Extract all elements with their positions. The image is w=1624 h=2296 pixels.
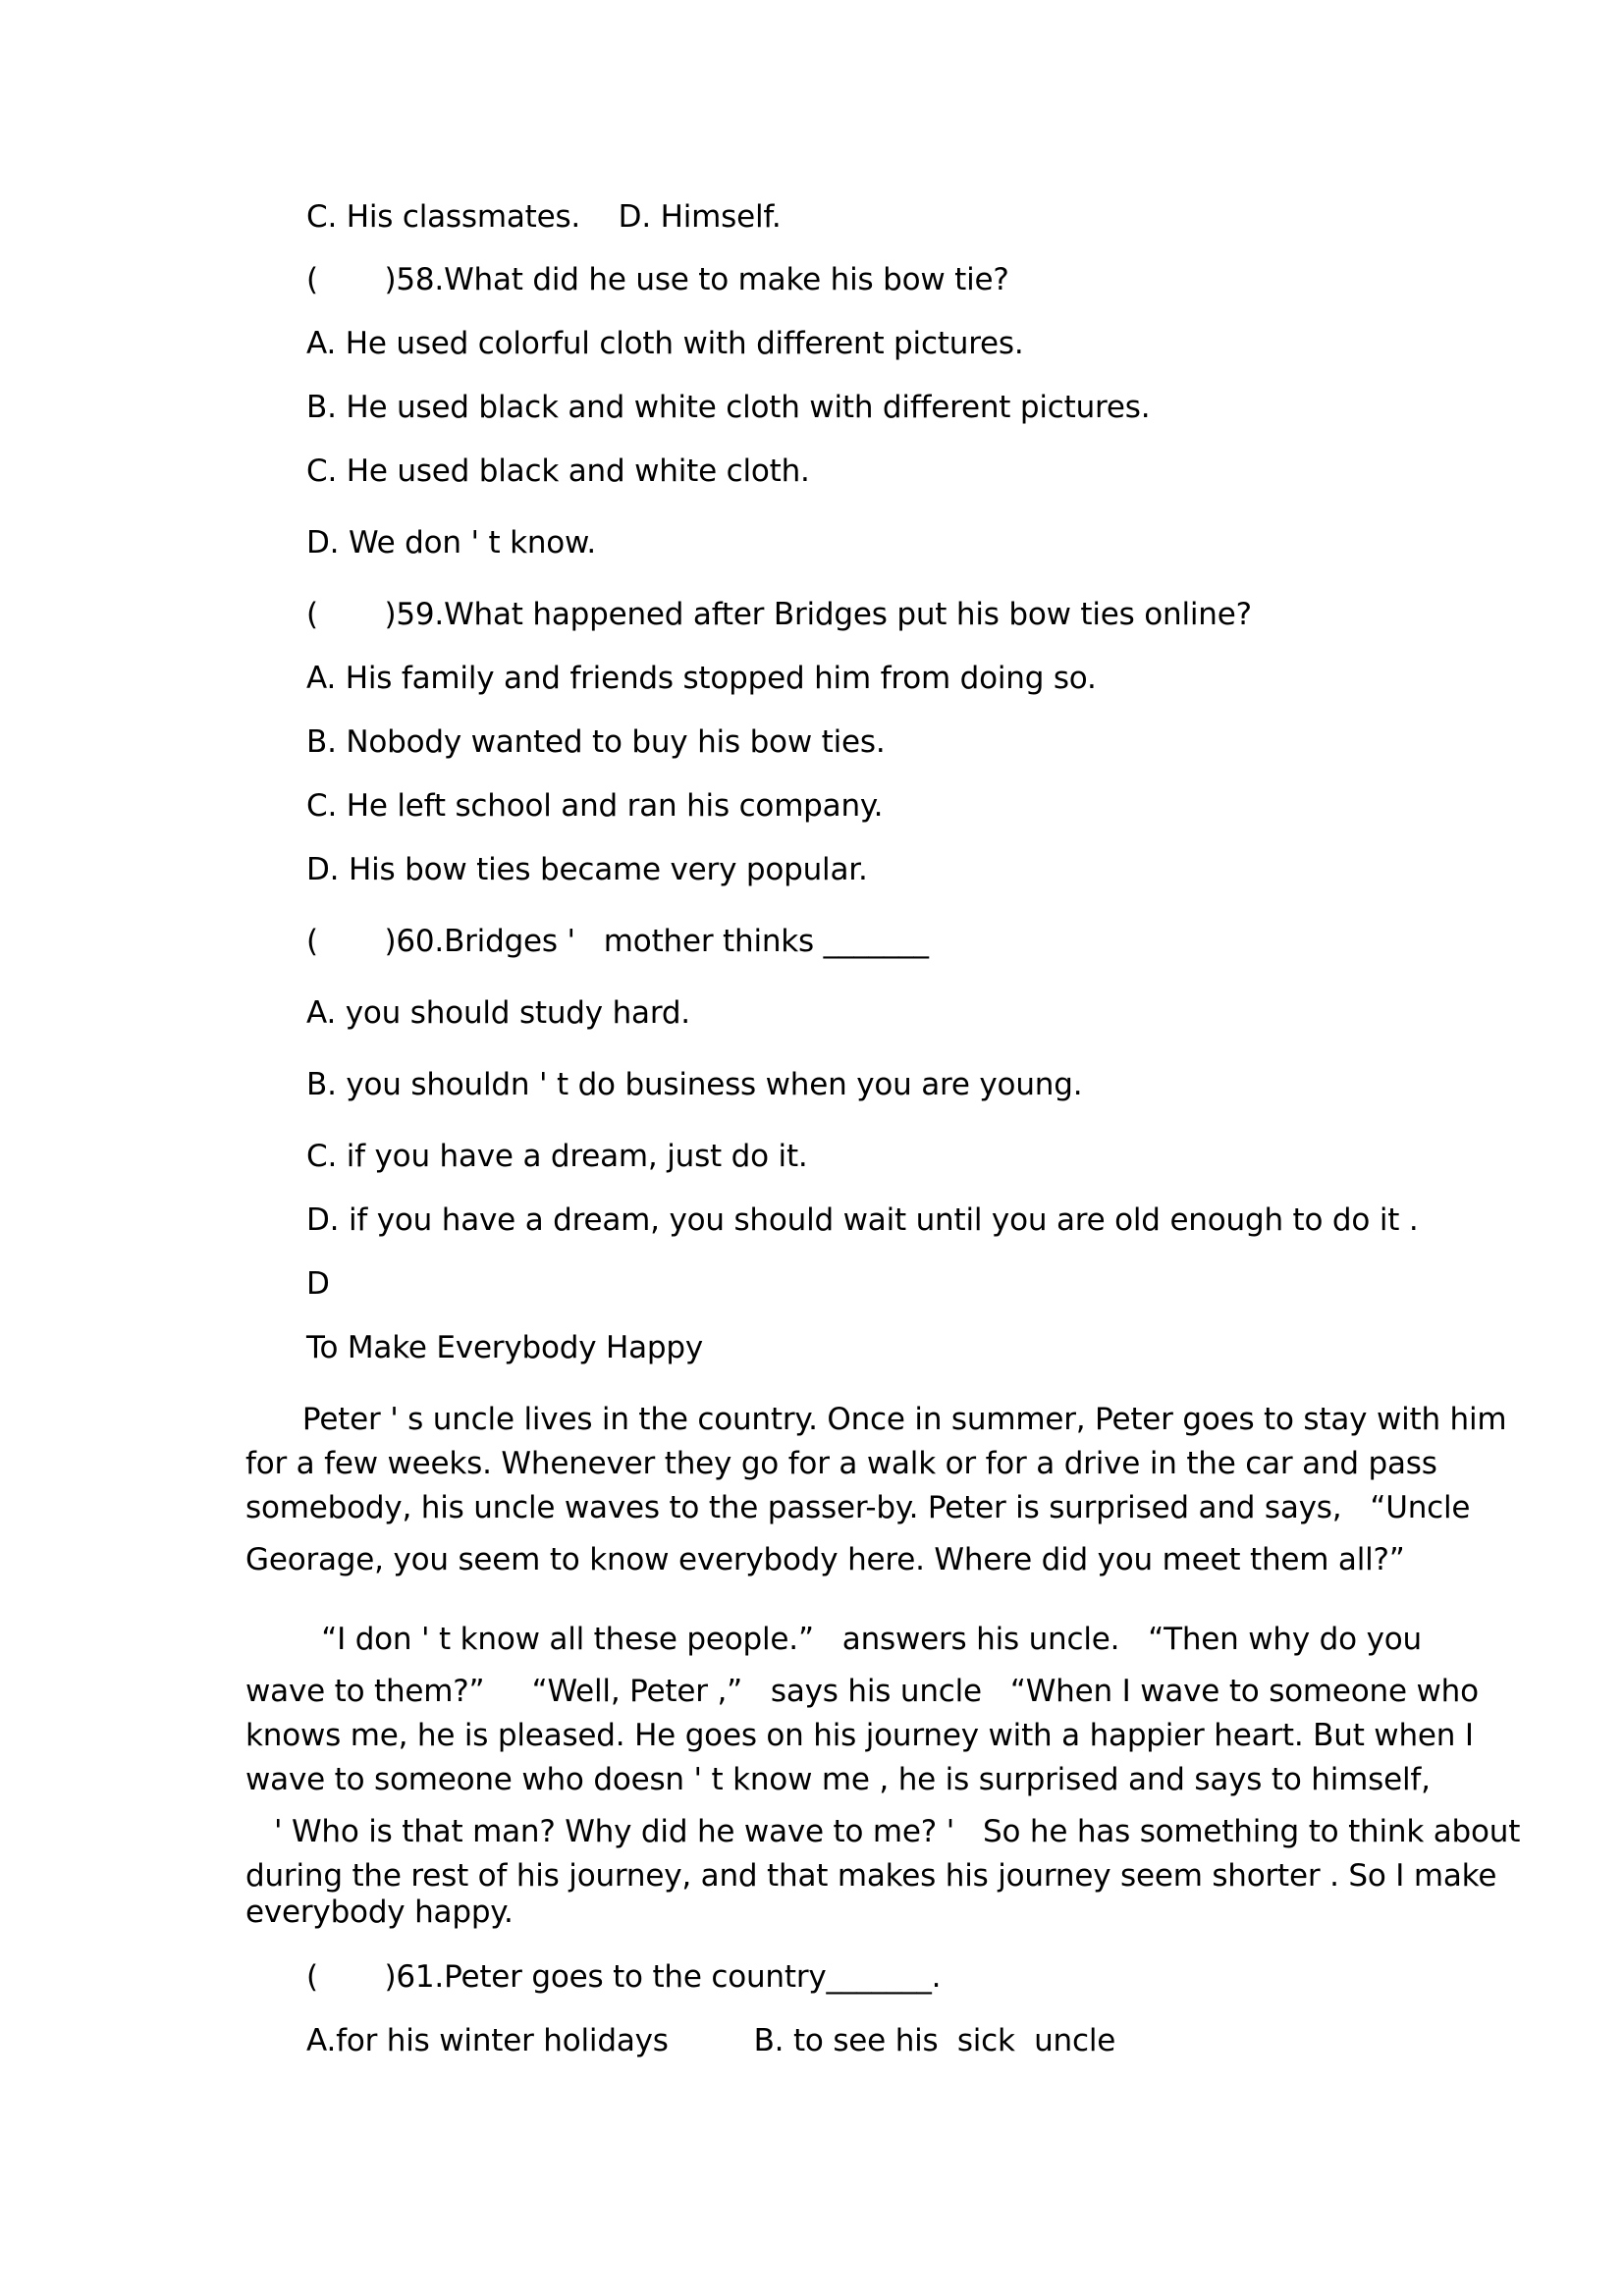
- paragraph-1-line: Peter ' s uncle lives in the country. Once in summer, Peter goes to stay with him: [245, 1402, 1507, 1437]
- q57-options-cd: C. His classmates. D. Himself.: [306, 199, 782, 235]
- q59-option-b: B. Nobody wanted to buy his bow ties.: [306, 724, 886, 760]
- q58-question: ( )58.What did he use to make his bow tie?: [306, 262, 1009, 297]
- q60-option-d: D. if you have a dream, you should wait until you are old enough to do it .: [306, 1202, 1419, 1238]
- paragraph-2-line: wave to someone who doesn ' t know me , he is surprised and says to himself,: [245, 1762, 1431, 1797]
- passage-title: To Make Everybody Happy: [306, 1330, 704, 1365]
- paragraph-2-line: everybody happy.: [245, 1895, 514, 1930]
- q59-option-a: A. His family and friends stopped him from doing so.: [306, 661, 1097, 696]
- paragraph-1-line: somebody, his uncle waves to the passer-by. Peter is surprised and says, “Uncle: [245, 1490, 1471, 1525]
- q59-question: ( )59.What happened after Bridges put his bow ties online?: [306, 597, 1252, 632]
- paragraph-2-line: “I don ' t know all these people.” answers his uncle. “Then why do you: [245, 1622, 1422, 1657]
- q61-question: ( )61.Peter goes to the country_______.: [306, 1959, 942, 1995]
- q58-option-a: A. He used colorful cloth with different pictures.: [306, 326, 1024, 361]
- paragraph-2-line: during the rest of his journey, and that makes his journey seem shorter . So I make: [245, 1858, 1497, 1894]
- q60-option-a: A. you should study hard.: [306, 995, 690, 1031]
- q60-option-c: C. if you have a dream, just do it.: [306, 1139, 808, 1174]
- q61-options-ab: A.for his winter holidays B. to see his sick uncle: [306, 2023, 1116, 2058]
- q60-question: ( )60.Bridges ' mother thinks _______: [306, 924, 929, 959]
- paragraph-2-line: wave to them?” “Well, Peter ,” says his uncle “When I wave to someone who: [245, 1674, 1479, 1709]
- q58-option-c: C. He used black and white cloth.: [306, 454, 810, 489]
- q59-option-c: C. He left school and ran his company.: [306, 788, 884, 824]
- paragraph-1-line: for a few weeks. Whenever they go for a walk or for a drive in the car and pass: [245, 1446, 1437, 1481]
- q59-option-d: D. His bow ties became very popular.: [306, 852, 868, 887]
- paragraph-2-line: knows me, he is pleased. He goes on his journey with a happier heart. But when I: [245, 1718, 1474, 1753]
- paragraph-2-line: ' Who is that man? Why did he wave to me? ' So he has something to think about: [245, 1814, 1521, 1849]
- q58-option-b: B. He used black and white cloth with different pictures.: [306, 390, 1151, 425]
- q60-option-b: B. you shouldn ' t do business when you are young.: [306, 1067, 1083, 1102]
- section-letter: D: [306, 1266, 330, 1302]
- q58-option-d: D. We don ' t know.: [306, 525, 596, 561]
- paragraph-1-line: Georage, you seem to know everybody here. Where did you meet them all?”: [245, 1542, 1405, 1577]
